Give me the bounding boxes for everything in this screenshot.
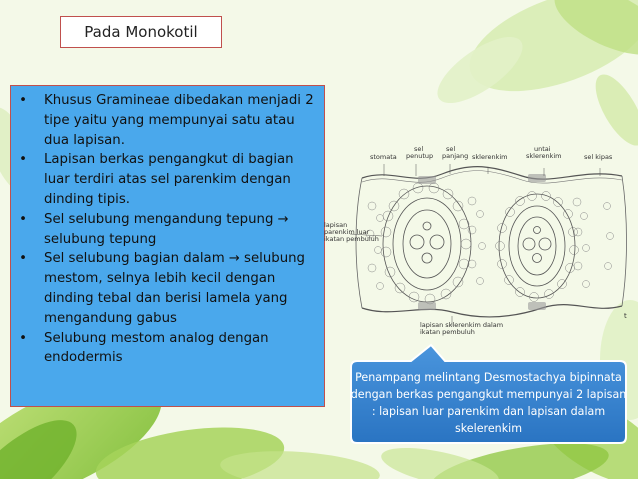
bullet-dot: • bbox=[19, 251, 27, 267]
label-untai: untai bbox=[534, 145, 551, 153]
label-sel-penutup-2: penutup bbox=[406, 152, 434, 160]
slide-title: Pada Monokotil bbox=[84, 23, 198, 41]
label-sel-panjang-2: panjang bbox=[442, 152, 469, 160]
bullet-text: Khusus Gramineae dibedakan menjadi 2 tipe yaitu yang mempunyai satu atau dua lapisan. bbox=[44, 93, 314, 148]
bullet-text-continued: selubung tepung bbox=[44, 231, 157, 247]
label-sel-penutup: sel bbox=[414, 145, 424, 153]
bullet-item bbox=[15, 91, 320, 150]
bullet-panel bbox=[10, 85, 325, 407]
right-arrow-icon: → bbox=[277, 211, 289, 227]
bullet-item bbox=[15, 150, 320, 209]
label-sklerenkim: sklerenkim bbox=[472, 153, 508, 161]
bullet-text: Selubung mestom analog dengan endodermis bbox=[44, 330, 269, 366]
bullet-dot: • bbox=[19, 330, 27, 346]
caption-callout bbox=[349, 343, 628, 445]
slide-title-box bbox=[60, 16, 222, 48]
bullet-text: Sel selubung bagian dalam bbox=[44, 251, 225, 267]
bullet-dot: • bbox=[19, 93, 27, 108]
label-sel-panjang: sel bbox=[446, 145, 456, 153]
bullet-text: Lapisan berkas pengangkut di bagian luar terdiri atas sel parenkim dengan dinding tipis. bbox=[44, 152, 294, 207]
label-lapisan: lapisan bbox=[324, 221, 348, 229]
right-arrow-icon: → bbox=[228, 251, 240, 267]
leaf-cross-section-figure bbox=[322, 146, 630, 336]
label-untai-sklerenkim: sklerenkim bbox=[526, 152, 562, 160]
bullet-dot: • bbox=[19, 211, 27, 227]
label-parenkim-luar: parenkim luar bbox=[324, 228, 370, 236]
label-sel-kipas: sel kipas bbox=[584, 153, 613, 161]
bullet-text-continued: selubung mestom, selnya lebih kecil dengan dinding tebal dan berisi lamela yang mengandung gabus bbox=[44, 251, 305, 326]
bullet-list bbox=[15, 91, 320, 368]
label-ikatan-pembuluh: ikatan pembuluh bbox=[324, 235, 379, 243]
bullet-item bbox=[15, 329, 320, 369]
bullet-dot: • bbox=[19, 152, 27, 168]
svg-text:t: t bbox=[624, 312, 627, 320]
label-stomata: stomata bbox=[370, 153, 397, 161]
label-lapisan-sklerenkim-dalam: lapisan sklerenkim dalam bbox=[420, 321, 504, 329]
figure-caption: Penampang melintang Desmostachya bipinnata dengan berkas pengangkut mempunyai 2 lapisan : lapisan luar parenkim dan lapisan dalam skelerenkim bbox=[350, 371, 627, 435]
bullet-item bbox=[15, 210, 320, 250]
bullet-text: Sel selubung mengandung tepung bbox=[44, 211, 274, 227]
label-ikatan-pembuluh-dalam: ikatan pembuluh bbox=[420, 328, 475, 336]
bullet-item bbox=[15, 249, 320, 328]
